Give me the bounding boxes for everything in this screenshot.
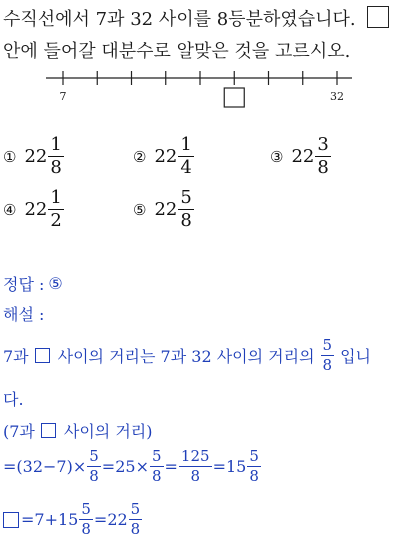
option-whole: 22 <box>291 146 315 167</box>
question-text-1: 수직선에서 7과 32 사이를 8등분하였습니다. <box>3 9 356 30</box>
explanation-text: (7과 <box>3 422 35 441</box>
fraction-denominator: 8 <box>322 356 333 374</box>
option-3[interactable] <box>270 136 332 177</box>
fraction-denominator: 8 <box>130 520 141 538</box>
number-line-answer-box <box>224 88 244 107</box>
option-denominator: 8 <box>50 157 62 178</box>
fraction-numerator: 5 <box>130 500 141 518</box>
fraction-denominator: 8 <box>81 520 91 538</box>
explanation-text: 사이의 거리는 7과 32 사이의 거리의 <box>57 347 315 366</box>
option-numerator: 5 <box>180 187 192 208</box>
option-denominator: 8 <box>317 157 329 178</box>
option-denominator: 4 <box>180 157 192 178</box>
fraction-denominator: 8 <box>190 467 201 485</box>
answer-value: ⑤ <box>48 274 63 293</box>
equation-part: =7+15 <box>21 510 79 529</box>
option-mark: ④ <box>3 200 17 219</box>
option-whole: 22 <box>24 146 48 167</box>
option-denominator: 2 <box>50 210 62 231</box>
equation-part: =25× <box>101 457 149 476</box>
option-numerator: 3 <box>317 134 329 155</box>
blank-box-icon <box>3 512 19 528</box>
explanation-text: 사이의 거리) <box>63 422 153 441</box>
explanation-label: 해설 : <box>3 305 45 324</box>
explanation-text: 7과 <box>3 347 29 366</box>
answer-label: 정답 : <box>3 275 45 294</box>
explanation-line-3 <box>3 419 153 442</box>
option-4[interactable] <box>3 189 65 230</box>
fraction-numerator: 5 <box>81 500 91 518</box>
number-line-left-label: 7 <box>59 90 67 103</box>
number-line-right-label: 32 <box>330 90 344 103</box>
option-mark: ⑤ <box>133 200 147 219</box>
explanation-line-5 <box>3 502 143 537</box>
option-whole: 22 <box>154 146 178 167</box>
fraction-denominator: 8 <box>249 467 259 485</box>
option-mark: ③ <box>270 147 284 166</box>
fraction-numerator: 5 <box>322 336 333 354</box>
fraction-denominator: 8 <box>151 467 162 485</box>
equation-part: =(32−7)× <box>3 457 87 476</box>
question-line-2: 안에 들어갈 대분수로 알맞은 것을 고르시오. <box>3 41 351 62</box>
equation-part: =22 <box>93 510 128 529</box>
question-line-1 <box>3 5 389 31</box>
fraction-denominator: 8 <box>89 467 99 485</box>
blank-box-icon <box>35 348 50 363</box>
blank-box-icon <box>41 423 56 438</box>
explanation-line-4 <box>3 449 262 484</box>
explanation-line-2: 다. <box>3 390 24 409</box>
equation-part: = <box>164 457 178 476</box>
answer-line <box>3 272 63 295</box>
fraction-numerator: 125 <box>180 447 210 465</box>
option-mark: ② <box>133 147 147 166</box>
fraction-numerator: 5 <box>249 447 259 465</box>
fraction-numerator: 5 <box>151 447 162 465</box>
option-whole: 22 <box>154 199 178 220</box>
option-numerator: 1 <box>50 187 62 208</box>
number-line <box>0 64 400 114</box>
equation-part: =15 <box>212 457 247 476</box>
explanation-text: 입니 <box>340 347 372 366</box>
explanation-line-1 <box>3 338 371 373</box>
option-1[interactable] <box>3 136 65 177</box>
option-2[interactable] <box>133 136 195 177</box>
option-mark: ① <box>3 147 17 166</box>
option-numerator: 1 <box>50 134 62 155</box>
option-whole: 22 <box>24 199 48 220</box>
option-denominator: 8 <box>180 210 192 231</box>
option-numerator: 1 <box>180 134 192 155</box>
fraction-numerator: 5 <box>89 447 99 465</box>
option-5[interactable] <box>133 189 195 230</box>
answer-blank-box <box>367 6 389 28</box>
